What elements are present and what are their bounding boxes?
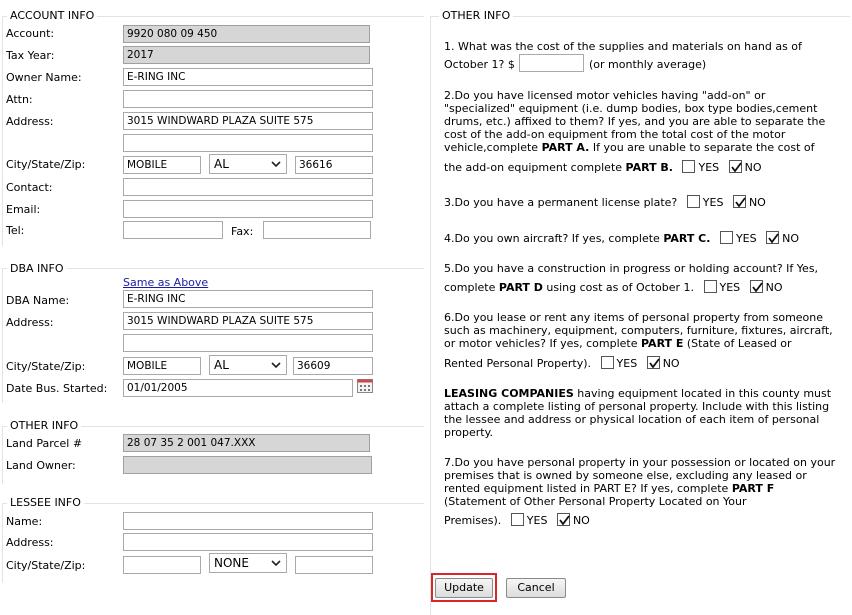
q6-part: PART E bbox=[641, 337, 684, 350]
leasing-line3: the lessee and address or physical location of each item of personal bbox=[444, 413, 820, 426]
q4-yes-checkbox[interactable] bbox=[720, 231, 733, 244]
q7-line1: 7.Do you have personal property in your possession or located on your bbox=[444, 456, 836, 469]
q5-line2: complete PART D using cost as of October 1. YES NO bbox=[444, 281, 783, 294]
date-bus-started-label: Date Bus. Started: bbox=[6, 382, 108, 395]
other-info-left-legend: OTHER INFO bbox=[7, 419, 81, 432]
same-as-above-link[interactable]: Same as Above bbox=[123, 276, 209, 289]
date-bus-started-field[interactable]: 01/01/2005 bbox=[123, 379, 353, 397]
q7-line2: premises that is owned by someone else, excluding any leased or bbox=[444, 469, 807, 482]
dba-name-field[interactable]: E-RING INC bbox=[123, 290, 373, 308]
q5-yes-checkbox[interactable] bbox=[704, 280, 717, 293]
q2-line2: "specialized" equipment (i.e. dump bodies, box type bodies,cement bbox=[444, 102, 818, 115]
q7-no-label: NO bbox=[572, 514, 590, 527]
q3-no-checkbox[interactable] bbox=[733, 195, 746, 208]
land-parcel-label: Land Parcel # bbox=[6, 437, 83, 450]
check-icon bbox=[558, 514, 571, 527]
land-owner-label: Land Owner: bbox=[6, 459, 76, 472]
state-select-value: AL bbox=[214, 157, 229, 171]
check-icon bbox=[648, 357, 661, 370]
q6-line2: such as machinery, equipment, computers, furniture, fixtures, aircraft, bbox=[444, 324, 833, 337]
dba-address-line2-field[interactable] bbox=[123, 334, 373, 352]
update-button[interactable]: Update bbox=[435, 578, 493, 598]
q7-yes-label: YES bbox=[526, 514, 548, 527]
dba-city-state-zip-label: City/State/Zip: bbox=[6, 360, 86, 373]
email-label: Email: bbox=[6, 203, 41, 216]
lessee-state-select-value: NONE bbox=[214, 556, 249, 570]
account-label: Account: bbox=[6, 27, 55, 40]
zip-field[interactable]: 36616 bbox=[295, 156, 373, 174]
dba-state-select-value: AL bbox=[214, 358, 229, 372]
dba-state-select[interactable] bbox=[209, 355, 287, 375]
leasing-line4: property. bbox=[444, 426, 494, 439]
q7-line5: Premises). YES NO bbox=[444, 514, 590, 527]
land-owner-field bbox=[123, 456, 372, 474]
contact-label: Contact: bbox=[6, 181, 53, 194]
check-icon bbox=[734, 196, 747, 209]
q6-yes-checkbox[interactable] bbox=[601, 356, 614, 369]
chevron-down-icon bbox=[271, 159, 281, 169]
lessee-name-field[interactable] bbox=[123, 512, 373, 530]
leasing-companies-bold: LEASING COMPANIES bbox=[444, 387, 574, 400]
q5-yes-label: YES bbox=[719, 281, 741, 294]
q6-line3: or motor vehicles? If yes, complete PART E (State of Leased or bbox=[444, 337, 792, 350]
attn-label: Attn: bbox=[6, 93, 33, 106]
q4-line: 4.Do you own aircraft? If yes, complete PART C. YES NO bbox=[444, 232, 799, 245]
check-icon bbox=[767, 232, 780, 245]
chevron-down-icon bbox=[271, 558, 281, 568]
q5-part: PART D bbox=[498, 281, 543, 294]
q2-line5: vehicle,complete PART A. If you are unable to separate the cost of bbox=[444, 141, 815, 154]
q3-no-label: NO bbox=[748, 196, 766, 209]
cancel-button[interactable]: Cancel bbox=[506, 578, 566, 598]
leasing-line1: LEASING COMPANIES having equipment located in this county must bbox=[444, 387, 832, 400]
leasing-line2: attach a complete listing of personal property. Include with this listing bbox=[444, 400, 830, 413]
q2-part-b: PART B. bbox=[625, 161, 673, 174]
dba-name-label: DBA Name: bbox=[6, 294, 70, 307]
q1-line2 bbox=[444, 58, 515, 71]
city-state-zip-label: City/State/Zip: bbox=[6, 158, 86, 171]
q5-line1: 5.Do you have a construction in progress or holding account? If Yes, bbox=[444, 262, 819, 275]
land-parcel-field: 28 07 35 2 001 047.XXX bbox=[123, 434, 370, 452]
q5-no-label: NO bbox=[765, 281, 783, 294]
fax-field[interactable] bbox=[263, 221, 371, 239]
q1-suffix: (or monthly average) bbox=[589, 58, 707, 71]
lessee-city-field[interactable] bbox=[123, 556, 201, 574]
q7-part: PART F bbox=[731, 482, 775, 495]
q2-line3: drums, etc.) affixed to them? If yes, and you are able to separate the bbox=[444, 115, 826, 128]
q4-no-checkbox[interactable] bbox=[766, 231, 779, 244]
check-icon bbox=[730, 161, 743, 174]
q2-line6: the add-on equipment complete PART B. YES NO bbox=[444, 161, 762, 174]
contact-field[interactable] bbox=[123, 178, 373, 196]
q3-line: 3.Do you have a permanent license plate? YES NO bbox=[444, 196, 766, 209]
q1-prefix: October 1? $ bbox=[444, 58, 515, 71]
account-info-legend: ACCOUNT INFO bbox=[7, 9, 97, 22]
state-select[interactable] bbox=[209, 154, 287, 174]
tel-field[interactable] bbox=[123, 221, 223, 239]
dba-city-field[interactable]: MOBILE bbox=[123, 357, 201, 375]
q5-no-checkbox[interactable] bbox=[750, 280, 763, 293]
check-icon bbox=[751, 281, 764, 294]
q4-part: PART C. bbox=[663, 232, 711, 245]
q1-cost-field[interactable] bbox=[519, 54, 584, 72]
q1-line1: 1. What was the cost of the supplies and materials on hand as of bbox=[444, 40, 802, 53]
owner-name-field[interactable]: E-RING INC bbox=[123, 68, 373, 86]
q2-no-label: NO bbox=[744, 161, 762, 174]
calendar-icon[interactable] bbox=[357, 379, 373, 393]
owner-name-label: Owner Name: bbox=[6, 71, 82, 84]
dba-address-line1-field[interactable]: 3015 WINDWARD PLAZA SUITE 575 bbox=[123, 312, 373, 330]
lessee-address-label: Address: bbox=[6, 536, 54, 549]
q6-line1: 6.Do you lease or rent any items of personal property from someone bbox=[444, 311, 824, 324]
dba-info-legend: DBA INFO bbox=[7, 262, 67, 275]
lessee-info-legend: LESSEE INFO bbox=[7, 496, 84, 509]
q2-yes-label: YES bbox=[698, 161, 720, 174]
q7-yes-checkbox[interactable] bbox=[511, 513, 524, 526]
q7-no-checkbox[interactable] bbox=[557, 513, 570, 526]
lessee-state-select[interactable] bbox=[209, 553, 287, 573]
tax-year-label: Tax Year: bbox=[6, 49, 55, 62]
lessee-city-state-zip-label: City/State/Zip: bbox=[6, 559, 86, 572]
email-field[interactable] bbox=[123, 200, 373, 218]
q6-no-checkbox[interactable] bbox=[647, 356, 660, 369]
q3-yes-label: YES bbox=[702, 196, 724, 209]
tax-year-field: 2017 bbox=[123, 46, 370, 64]
q2-line1: 2.Do you have licensed motor vehicles having "add-on" or bbox=[444, 89, 766, 102]
q3-yes-checkbox[interactable] bbox=[687, 195, 700, 208]
city-field[interactable]: MOBILE bbox=[123, 156, 201, 174]
q2-part-a: PART A. bbox=[541, 141, 590, 154]
attn-field[interactable] bbox=[123, 90, 373, 108]
lessee-name-label: Name: bbox=[6, 515, 43, 528]
dba-address-label: Address: bbox=[6, 316, 54, 329]
fax-label: Fax: bbox=[231, 225, 254, 238]
other-info-right-legend: OTHER INFO bbox=[439, 9, 513, 22]
tel-label: Tel: bbox=[6, 224, 25, 237]
lessee-zip-field[interactable] bbox=[295, 556, 373, 574]
q4-yes-label: YES bbox=[735, 232, 757, 245]
q2-yes-checkbox[interactable] bbox=[682, 160, 695, 173]
q2-line4: cost of the add-on equipment from the total cost of the motor bbox=[444, 128, 786, 141]
q6-yes-label: YES bbox=[616, 357, 638, 370]
lessee-address-field[interactable] bbox=[123, 533, 373, 551]
address-line1-field[interactable]: 3015 WINDWARD PLAZA SUITE 575 bbox=[123, 112, 373, 130]
q7-line4: (Statement of Other Personal Property Located on Your bbox=[444, 495, 747, 508]
q4-no-label: NO bbox=[782, 232, 799, 245]
address-line2-field[interactable] bbox=[123, 134, 373, 152]
q2-no-checkbox[interactable] bbox=[729, 160, 742, 173]
dba-zip-field[interactable]: 36609 bbox=[293, 357, 373, 375]
q6-no-label: NO bbox=[662, 357, 680, 370]
q7-line3: rented equipment listed in PART E? If yes, complete PART F bbox=[444, 482, 775, 495]
chevron-down-icon bbox=[271, 360, 281, 370]
q6-line4: Rented Personal Property). YES NO bbox=[444, 357, 680, 370]
address-label: Address: bbox=[6, 115, 54, 128]
account-field: 9920 080 09 450 bbox=[123, 25, 370, 43]
